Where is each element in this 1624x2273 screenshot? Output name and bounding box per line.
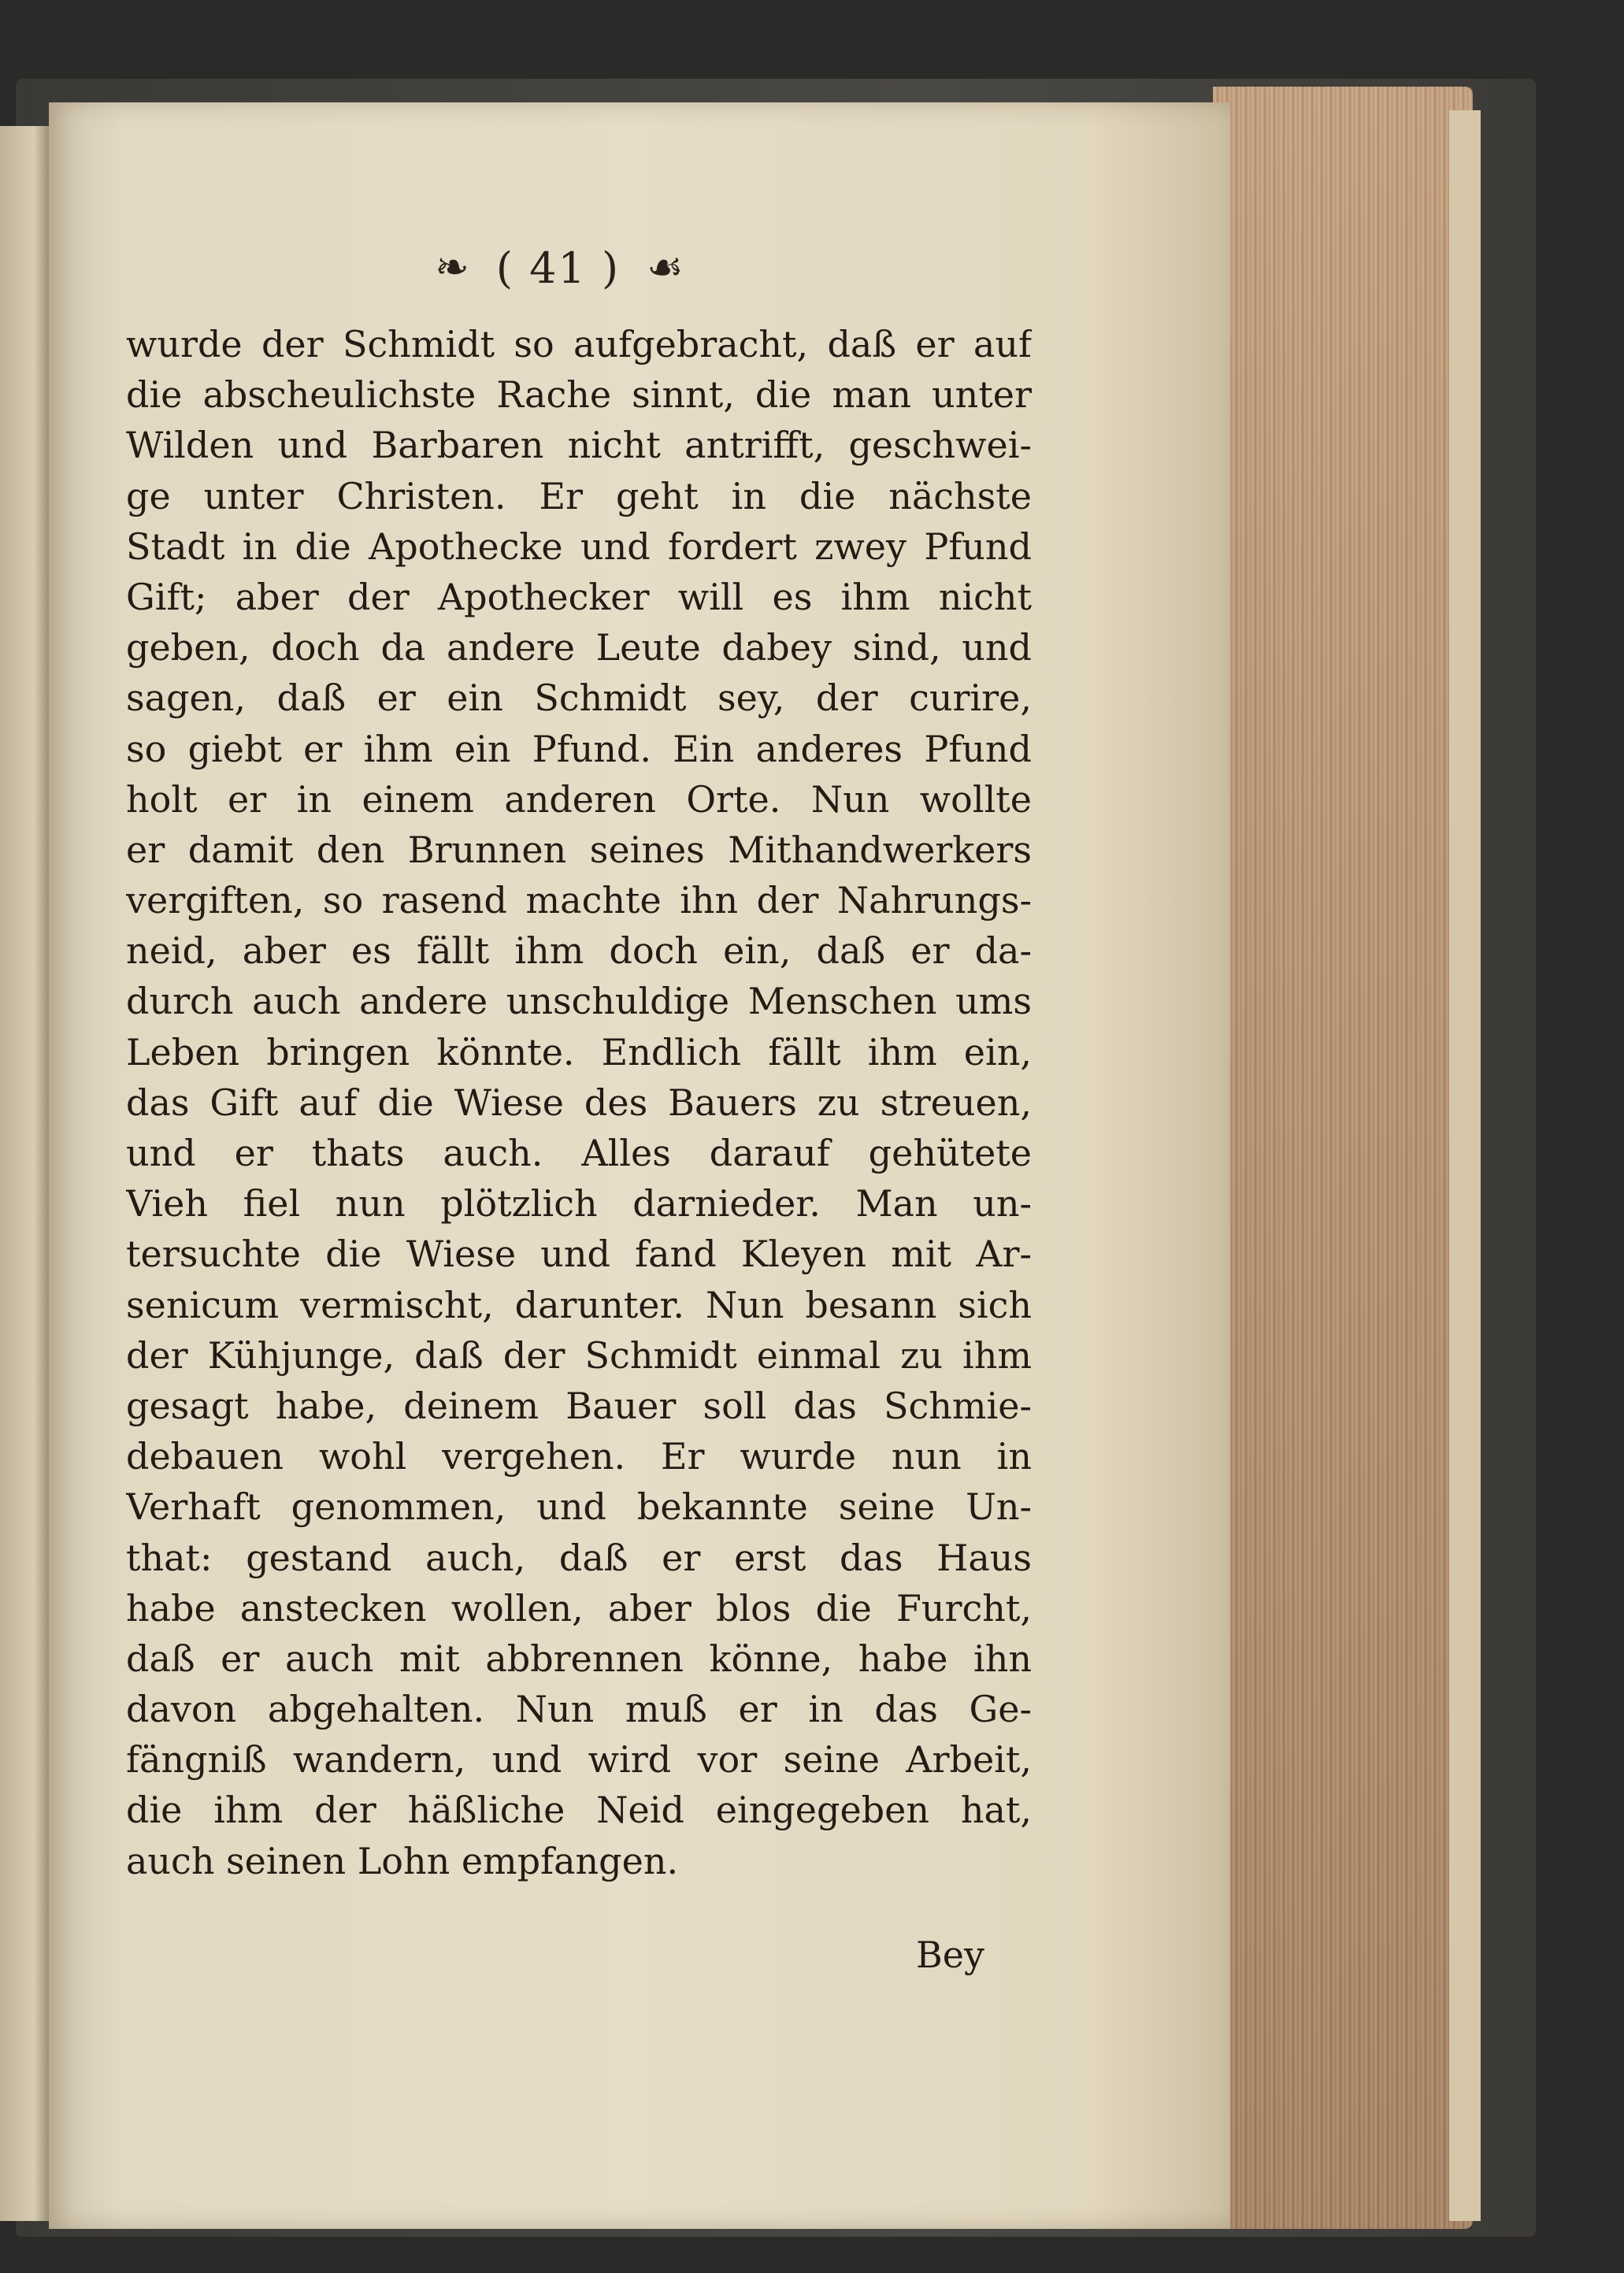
text-line: die abscheulichste Rache sinnt, die man unter (126, 373, 1032, 417)
text-line: das Gift auf die Wiese des Bauers zu streuen, (126, 1081, 1032, 1124)
page-block-edges (1213, 87, 1473, 2229)
catchword: Bey (915, 1934, 984, 1976)
text-line: geben, doch da andere Leute dabey sind, und (126, 626, 1032, 669)
text-line: that: gestand auch, daß er erst das Haus (126, 1536, 1032, 1579)
page-number: ( 41 ) (495, 243, 621, 293)
text-line: Verhaft genommen, und bekannte seine Un- (126, 1485, 1032, 1529)
text-line: sagen, daß er ein Schmidt sey, der curire, (126, 677, 1032, 720)
text-line: der Kühjunge, daß der Schmidt einmal zu ihm (126, 1333, 1032, 1377)
text-line: wurde der Schmidt so aufgebracht, daß er auf (126, 323, 1032, 365)
text-line: davon abgehalten. Nun muß er in das Ge- (126, 1688, 1032, 1731)
text-line: auch seinen Lohn empfangen. (126, 1839, 679, 1882)
text-line: debauen wohl vergehen. Er wurde nun in (126, 1435, 1032, 1478)
text-line: er damit den Brunnen seines Mithandwerkers (126, 828, 1032, 871)
text-line: fängniß wandern, und wird vor seine Arbeit, (126, 1738, 1032, 1782)
text-line: Stadt in die Apothecke und fordert zwey Pfund (126, 525, 1032, 568)
left-ornament-icon: ❧ (435, 244, 469, 291)
facing-page-edge (0, 126, 49, 2221)
text-line: tersuchte die Wiese und fand Kleyen mit Ar- (126, 1233, 1032, 1276)
text-line: habe anstecken wollen, aber blos die Furcht, (126, 1586, 1032, 1630)
right-ornament-icon: ☙ (647, 244, 684, 291)
text-line: gesagt habe, deinem Bauer soll das Schmie- (126, 1384, 1032, 1427)
text-line: neid, aber es fällt ihm doch ein, daß er da- (126, 929, 1032, 973)
text-line: holt er in einem anderen Orte. Nun wollte (126, 777, 1032, 821)
back-cover-edge (1449, 110, 1481, 2221)
text-line: Gift; aber der Apothecker will es ihm nicht (126, 575, 1032, 618)
text-line: ge unter Christen. Er geht in die nächste (126, 474, 1032, 517)
text-line: Wilden und Barbaren nicht antrifft, geschwei- (126, 424, 1032, 467)
body-text (126, 319, 1032, 1886)
text-line: Vieh fiel nun plötzlich darnieder. Man un- (126, 1182, 1032, 1225)
text-line: Leben bringen könnte. Endlich fällt ihm ein, (126, 1030, 1032, 1073)
text-line: senicum vermischt, darunter. Nun besann sich (126, 1283, 1032, 1326)
text-line: vergiften, so rasend machte ihn der Nahrungs- (126, 879, 1032, 922)
text-line: und er thats auch. Alles darauf gehütete (126, 1132, 1032, 1174)
page-header (362, 232, 756, 303)
text-line: die ihm der häßliche Neid eingegeben hat, (126, 1789, 1032, 1832)
text-line: daß er auch mit abbrennen könne, habe ihn (126, 1637, 1032, 1680)
text-line: so giebt er ihm ein Pfund. Ein anderes Pfund (126, 727, 1032, 770)
text-line: durch auch andere unschuldige Menschen ums (126, 980, 1032, 1023)
